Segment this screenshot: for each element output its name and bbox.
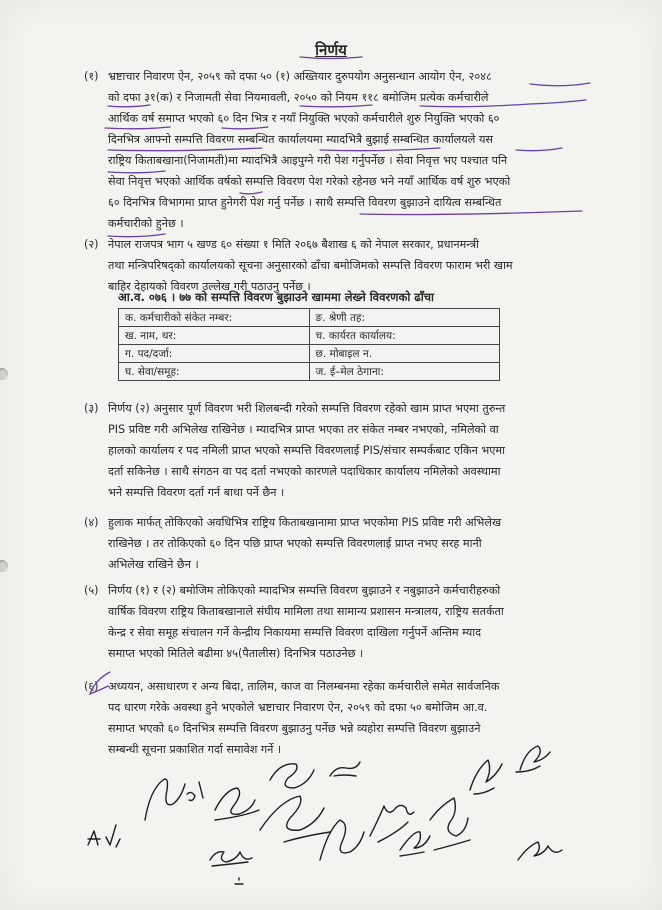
item-number: (३): [84, 402, 99, 415]
text-line: आर्थिक वर्ष समाप्त भएको ६० दिन भित्र र नयाँ नियुक्ति भएको कर्मचारीले शुरु नियुक्ति भएको ६०: [108, 112, 500, 125]
table-row: [119, 327, 500, 345]
item-number: (६): [84, 680, 99, 693]
table-cell: छ. मोबाइल न.: [309, 345, 500, 363]
text-line: राखिनेछ । तर तोकिएको ६० दिन पछि प्राप्त भएको सम्पत्ति विवरणलाई प्राप्त नभए सरह मानी: [108, 537, 482, 550]
item-number: (४): [84, 516, 99, 529]
text-line: PIS प्रविष्ट गरी अभिलेख राखिनेछ । म्यादभित्र प्राप्त भएका तर संकेत नम्बर नभएको, नमिलेको वा: [108, 423, 499, 436]
text-line: समाप्त भएको ६० दिनभित्र सम्पत्ति विवरण बुझाउनु पर्नेछ भन्ने व्यहोरा सम्पत्ति विवरण बुझाउने: [108, 722, 481, 735]
table-cell: ख. नाम, थर:: [119, 327, 310, 345]
text-line: समाप्त भएको मितिले बढीमा ४५(पैतालीस) दिनभित्र पठाउनेछ ।: [108, 647, 364, 660]
decision-item-1: [86, 66, 594, 234]
text-line: दिनभित्र आफ्नो सम्पत्ति विवरण सम्बन्धित कार्यालयमा म्यादभित्रै बुझाई सम्बन्धित कार्यालयले यस: [108, 133, 493, 146]
table-cell: घ. सेवा/समूह:: [119, 363, 310, 381]
text-line: बाहिर देहायको विवरण उल्लेख गरी पठाउनु पर्नेछ ।: [108, 280, 311, 293]
item-number: (५): [84, 584, 99, 597]
decision-item-5: [86, 580, 594, 664]
text-line: नेपाल राजपत्र भाग ५ खण्ड ६० संख्या १ मिति २०६७ बैशाख ६ को नेपाल सरकार, प्रधानमन्त्री: [108, 238, 480, 251]
table-cell: च. कार्यरत कार्यालय:: [309, 327, 500, 345]
text-line: ६० दिनभित्र विभागमा प्राप्त हुनेगरी पेश गर्नु पर्नेछ । साथै सम्पत्ति विवरण बुझाउने दायित्व सम्बन्धित: [108, 196, 502, 209]
text-line: हालको कार्यालय र पद नमिली प्राप्त भएको सम्पत्ति विवरणलाई PIS/संचार सम्पर्कबाट एकिन भएमा: [108, 444, 505, 457]
table-cell: ङ. श्रेणी तह:: [309, 309, 500, 327]
text-line: निर्णय (२) अनुसार पूर्ण विवरण भरी शिलबन्दी गरेको सम्पत्ति विवरण रहेको खाम प्राप्त भएमा तुरुन्त: [108, 402, 506, 415]
text-line: भने सम्पत्ति विवरण दर्ता गर्न बाधा पर्ने छैन ।: [108, 486, 285, 499]
punch-hole: [0, 368, 8, 380]
page-title: निर्णय: [315, 41, 347, 59]
text-line: पद धारण गरेके अवस्था हुने भएकोले भ्रष्टाचार निवारण ऐन, २०५९ को दफा ५० बमोजिम आ.व.: [108, 701, 488, 714]
punch-hole: [0, 560, 8, 572]
table-row: [119, 345, 500, 363]
table-cell: ग. पद/दर्जा:: [119, 345, 310, 363]
text-line: को दफा ३१(क) र निजामती सेवा नियमावली, २०५० को नियम ११८ बमोजिम प्रत्येक कर्मचारीले: [108, 91, 489, 104]
text-line: दर्ता सकिनेछ । साथै संगठन वा पद दर्ता नभएको कारणले पदाधिकार कार्यालय नमिलेको अवस्थामा: [108, 465, 501, 478]
text-line: वार्षिक विवरण राष्ट्रिय किताबखानाले संघीय मामिला तथा सामान्य प्रशासन मन्त्रालय, राष्ट्रिय सतर्कता: [108, 605, 504, 618]
text-line: अभिलेख राखिने छैन ।: [108, 558, 199, 571]
table-caption: आ.व. ०७६ । ७७ को सम्पत्ति विवरण बुझाउने खाममा लेख्ने विवरणको ढाँचा: [118, 290, 435, 304]
text-line: तथा मन्त्रिपरिषद्को कार्यालयको सूचना अनुसारको ढाँचा बमोजिमको सम्पत्ति विवरण फाराम भरी खाम: [108, 259, 513, 272]
text-line: सेवा निवृत्त भएको आर्थिक वर्षको सम्पत्ति विवरण पेश गरेको रहेनछ भने नयाँ आर्थिक वर्ष शुरु भएको: [108, 175, 511, 188]
text-line: केन्द्र र सेवा समूह संचालन गर्ने केन्द्रीय निकायमा सम्पत्ति विवरण दाखिला गर्नुपर्ने अन्तिम म्याद: [108, 626, 482, 639]
text-line: अध्ययन, असाधारण र अन्य बिदा, तालिम, काज वा निलम्बनमा रहेका कर्मचारीले समेत सार्वजनिक: [108, 680, 500, 693]
text-line: हुलाक मार्फत् तोकिएको अवधिभित्र राष्ट्रिय किताबखानामा प्राप्त भएकोमा PIS प्रविष्ट गरी अभिलेख: [108, 516, 502, 529]
table-row: [119, 363, 500, 381]
decision-item-2: [86, 234, 594, 297]
table-row: [119, 309, 500, 327]
table-cell: क. कर्मचारीको संकेत नम्बर:: [119, 309, 310, 327]
signatures: [88, 746, 562, 884]
text-line: राष्ट्रिय किताबखाना(निजामती)मा म्यादभित्रै आइपुग्ने गरी पेश गर्नुपर्नेछ । सेवा निवृत्त भए पश्चात पनि: [108, 154, 508, 167]
decision-item-4: [86, 512, 594, 575]
item-number: (१): [84, 70, 99, 83]
decision-item-3: [86, 398, 594, 503]
table-cell: ज. ई–मेल ठेगाना:: [309, 363, 500, 381]
item-number: (२): [84, 238, 99, 251]
decision-item-6: [86, 676, 594, 760]
text-line: कर्मचारीको हुनेछ ।: [108, 217, 184, 230]
envelope-details-table: [118, 308, 500, 381]
text-line: भ्रष्टाचार निवारण ऐन, २०५९ को दफा ५० (१) अख्तियार दुरुपयोग अनुसन्धान आयोग ऐन, २०४८: [108, 70, 492, 83]
text-line: निर्णय (१) र (२) बमोजिम तोकिएको म्यादभित्र सम्पत्ति विवरण बुझाउने र नबुझाउने कर्मचारीहरुको: [108, 584, 501, 597]
text-line: सम्बन्धी सूचना प्रकाशित गर्दा समावेश गर्ने ।: [108, 743, 282, 756]
